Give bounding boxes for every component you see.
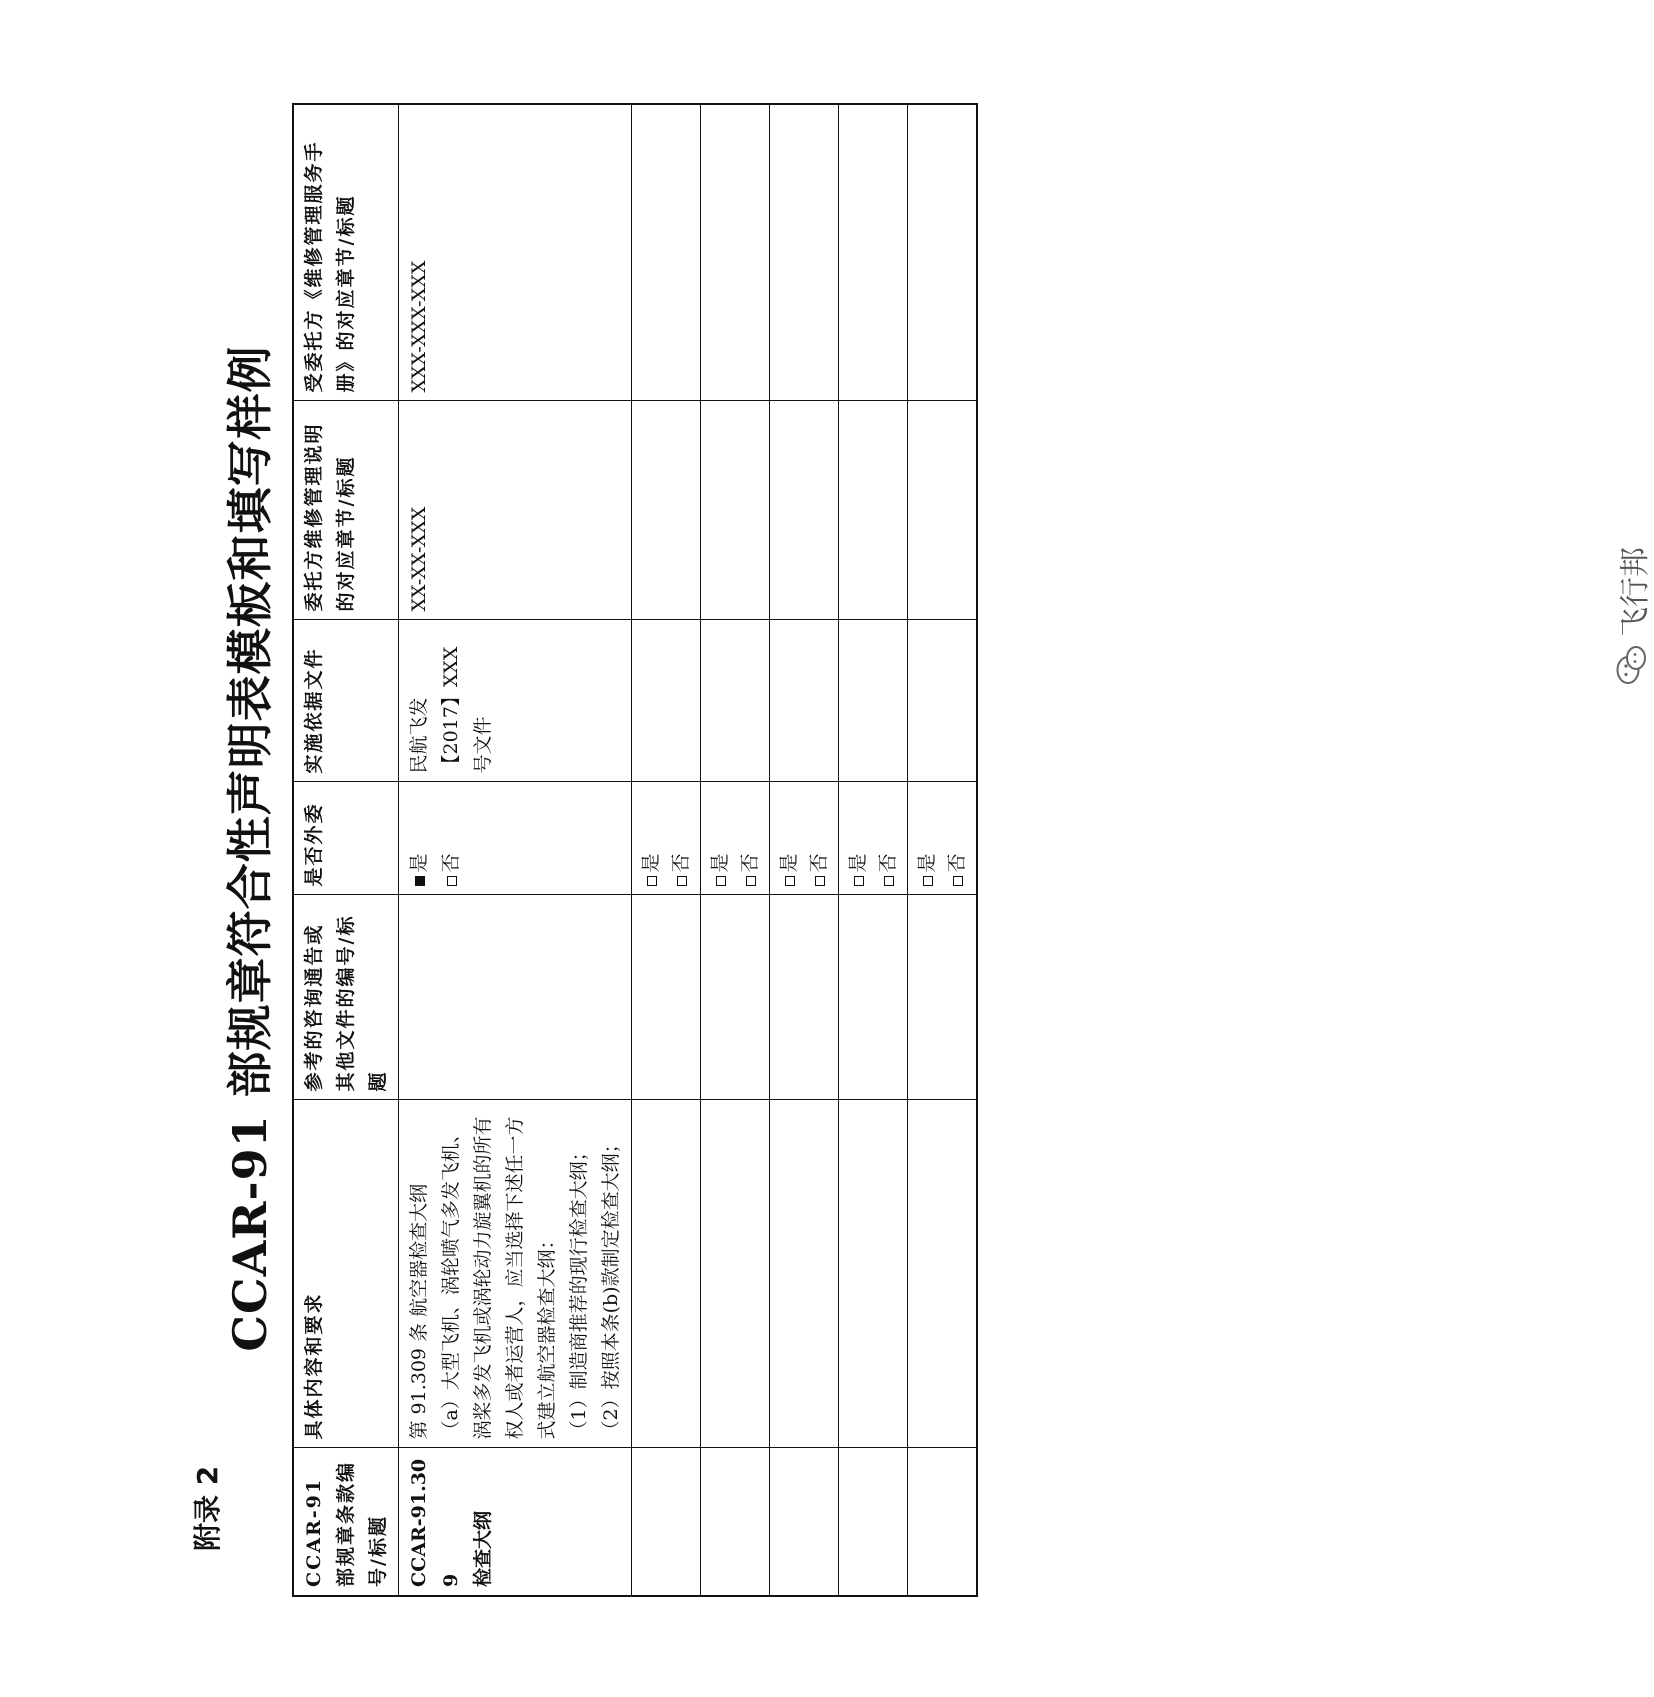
outsourced-yes-label: 是	[847, 853, 869, 873]
outsourced-no-label: 否	[670, 853, 692, 873]
table-cell	[770, 895, 839, 1100]
checkbox-empty-icon	[716, 877, 726, 887]
table-cell	[839, 782, 908, 895]
cell-clause	[399, 1448, 632, 1596]
clause-number: CCAR-91.309	[408, 1458, 462, 1587]
content-line: （1）制造商推荐的现行检查大纲；	[568, 1142, 590, 1440]
table-cell	[908, 895, 978, 1100]
outsourced-no-label: 否	[739, 853, 761, 873]
checkbox-empty-icon	[677, 877, 687, 887]
outsourced-no-option[interactable]	[942, 791, 972, 887]
wechat-icon	[1615, 645, 1649, 685]
checkbox-empty-icon	[815, 877, 825, 887]
table-cell	[839, 895, 908, 1100]
table-cell	[701, 620, 770, 782]
table-cell	[701, 1100, 770, 1448]
table-cell	[632, 782, 701, 895]
header-delegate-section: 受委托方《维修管理服务手册》的对应章节/标题	[293, 104, 399, 401]
table-row	[632, 104, 701, 1596]
table-cell	[839, 1448, 908, 1596]
checkbox-empty-icon	[746, 877, 756, 887]
content-line: （2）按照本条(b)款制定检查大纲；	[600, 1134, 622, 1440]
checkbox-checked-icon	[415, 877, 425, 887]
cell-content	[399, 1100, 632, 1448]
table-cell	[632, 895, 701, 1100]
outsourced-options	[774, 791, 834, 887]
outsourced-yes-option[interactable]	[636, 791, 666, 887]
checkbox-empty-icon	[854, 877, 864, 887]
table-cell	[839, 620, 908, 782]
outsourced-no-label: 否	[808, 853, 830, 873]
outsourced-no-label: 否	[877, 853, 899, 873]
outsourced-options	[705, 791, 765, 887]
watermark	[1610, 547, 1654, 685]
table-cell	[908, 782, 978, 895]
outsourced-yes-label: 是	[640, 853, 662, 873]
basis-line: 【2017】XXX	[440, 646, 462, 774]
table-cell	[701, 895, 770, 1100]
watermark-text: 飞行邦	[1618, 547, 1653, 637]
outsourced-yes-option[interactable]	[403, 791, 435, 887]
table-cell	[632, 401, 701, 620]
table-row	[908, 104, 978, 1596]
table-cell	[839, 104, 908, 401]
outsourced-yes-option[interactable]	[705, 791, 735, 887]
header-reference: 参考的咨询通告或其他文件的编号/标题	[293, 895, 399, 1100]
outsourced-no-label: 否	[440, 853, 462, 873]
cell-basis	[399, 620, 632, 782]
table-cell	[839, 1100, 908, 1448]
outsourced-options	[912, 791, 972, 887]
checkbox-empty-icon	[447, 877, 457, 887]
header-delegator-section: 委托方维修管理说明的对应章节/标题	[293, 401, 399, 620]
header-outsourced: 是否外委	[293, 782, 399, 895]
appendix-label: 附录 2	[191, 1465, 224, 1551]
basis-line: 民航飞发	[408, 697, 430, 774]
content-line: 第 91.309 条 航空器检查大纲	[408, 1183, 430, 1440]
compliance-table	[292, 103, 978, 1597]
table-cell	[770, 620, 839, 782]
header-content: 具体内容和要求	[293, 1100, 399, 1448]
table-cell	[839, 401, 908, 620]
outsourced-yes-label: 是	[408, 853, 430, 873]
table-cell	[632, 1100, 701, 1448]
outsourced-no-option[interactable]	[873, 791, 903, 887]
table-cell	[701, 401, 770, 620]
checkbox-empty-icon	[953, 877, 963, 887]
outsourced-yes-option[interactable]	[843, 791, 873, 887]
checkbox-empty-icon	[785, 877, 795, 887]
outsourced-yes-label: 是	[778, 853, 800, 873]
table-row-sample	[399, 104, 632, 1596]
table-cell	[632, 1448, 701, 1596]
basis-line: 号文件	[472, 716, 494, 774]
outsourced-no-option[interactable]	[435, 791, 467, 887]
table-cell	[770, 104, 839, 401]
outsourced-no-label: 否	[946, 853, 968, 873]
cell-delegate-section: XXX-XXX-XXX	[399, 104, 632, 401]
table-cell	[701, 1448, 770, 1596]
table-cell	[701, 782, 770, 895]
table-cell	[908, 1100, 978, 1448]
table-cell	[701, 104, 770, 401]
outsourced-options	[636, 791, 696, 887]
outsourced-yes-label: 是	[709, 853, 731, 873]
table-row	[701, 104, 770, 1596]
table-cell	[770, 1100, 839, 1448]
clause-title: 检查大纲	[472, 1510, 494, 1587]
table-cell	[908, 401, 978, 620]
header-clause: CCAR-91 部规章条款编号/标题	[293, 1448, 399, 1596]
outsourced-yes-option[interactable]	[774, 791, 804, 887]
checkbox-empty-icon	[647, 877, 657, 887]
checkbox-empty-icon	[884, 877, 894, 887]
table-cell	[632, 104, 701, 401]
outsourced-yes-option[interactable]	[912, 791, 942, 887]
table-cell	[770, 1448, 839, 1596]
outsourced-yes-label: 是	[916, 853, 938, 873]
table-cell	[632, 620, 701, 782]
header-basis: 实施依据文件	[293, 620, 399, 782]
table-header-row	[293, 104, 399, 1596]
cell-reference	[399, 895, 632, 1100]
outsourced-no-option[interactable]	[735, 791, 765, 887]
content-line: （a）大型飞机、涡轮喷气多发飞机、涡桨多发飞机或涡轮动力旋翼机的所有权人或者运营人，应当选择下述任一方式建立航空器检查大纲：	[440, 1116, 558, 1440]
table-row	[839, 104, 908, 1596]
outsourced-options	[843, 791, 903, 887]
document-title: CCAR-91 部规章符合性声明表模板和填写样例	[223, 345, 277, 1352]
cell-delegator-section: XX-XX-XXX	[399, 401, 632, 620]
table-row	[770, 104, 839, 1596]
table-cell	[908, 1448, 978, 1596]
outsourced-no-option[interactable]	[804, 791, 834, 887]
cell-outsourced	[399, 782, 632, 895]
table-cell	[770, 782, 839, 895]
table-cell	[908, 620, 978, 782]
outsourced-no-option[interactable]	[666, 791, 696, 887]
table-cell	[770, 401, 839, 620]
table-cell	[908, 104, 978, 401]
checkbox-empty-icon	[923, 877, 933, 887]
